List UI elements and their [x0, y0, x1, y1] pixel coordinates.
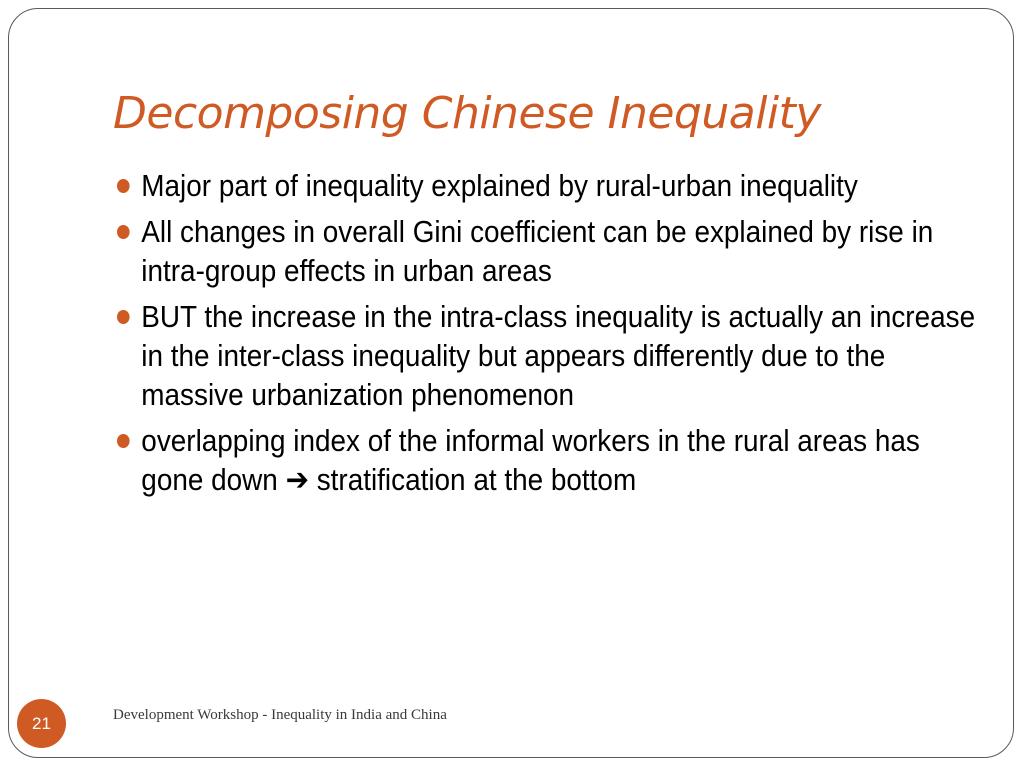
slide-title: Decomposing Chinese Inequality — [113, 88, 821, 139]
right-arrow-icon: ➔ — [285, 462, 309, 498]
page-number-badge — [17, 699, 66, 748]
bullet-list — [117, 166, 976, 507]
bullet-text-4-after: stratification at the bottom — [308, 462, 637, 497]
footer-text: Development Workshop - Inequality in India and China — [113, 707, 447, 723]
bullet-text-2: All changes in overall Gini coefficient can be explained by rise in intra-group effects in urban areas — [141, 214, 934, 288]
bullet-item-3 — [117, 297, 978, 414]
bullet-dot-icon — [117, 310, 130, 324]
page-number: 21 — [32, 713, 51, 733]
bullet-dot-icon — [117, 434, 130, 448]
bullet-text-1: Major part of inequality explained by rural-urban inequality — [141, 168, 858, 203]
bullet-text-3: BUT the increase in the intra-class inequality is actually an increase in the inter-class inequality but appears differently due to the massive urbanization phenomenon — [141, 299, 976, 412]
bullet-dot-icon — [117, 179, 130, 193]
bullet-dot-icon — [117, 225, 130, 239]
bullet-item-2 — [117, 212, 978, 290]
bullet-text-4-before: overlapping index of the informal workers in the rural areas has gone down — [141, 423, 920, 497]
bullet-item-1 — [117, 166, 978, 205]
bullet-item-4 — [117, 421, 978, 500]
